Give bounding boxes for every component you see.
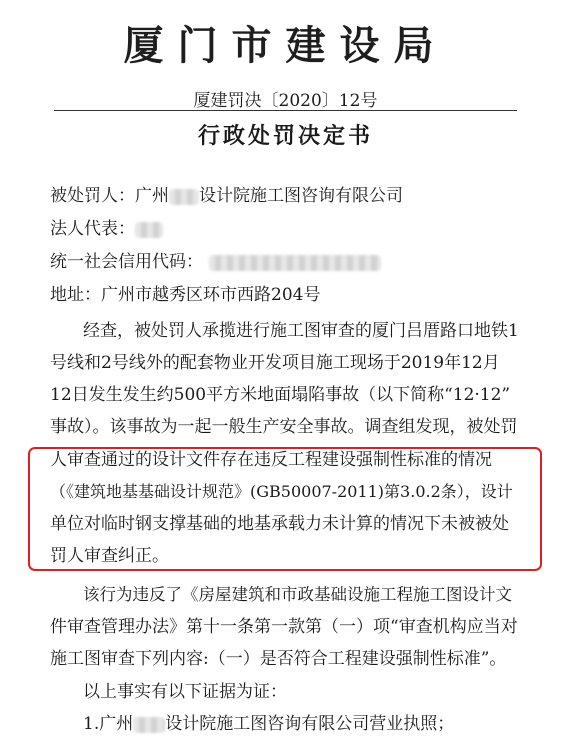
redacted-text	[209, 255, 381, 271]
address-value: 广州市越秀区环市西路204号	[101, 285, 321, 305]
paragraph-line: 号线和2号线外的配套物业开发项目施工现场于2019年12月	[50, 353, 500, 373]
paragraph-line: 施工图审查下列内容:（一）是否符合工程建设强制性标准”。	[50, 649, 507, 669]
header-divider	[54, 110, 517, 111]
punished-party-name-start: 广州	[135, 186, 169, 206]
paragraph-line: 人审查通过的设计文件存在违反工程建设强制性标准的情况	[50, 450, 492, 470]
credit-code-label: 统一社会信用代码：	[50, 252, 203, 272]
paragraph-line: 件审查管理办法》第十一条第一款第（一）项“审查机构应当对	[50, 617, 518, 637]
paragraph-line: 以上事实有以下证据为证：	[83, 682, 287, 702]
credit-code-line	[50, 252, 381, 272]
paragraph-line: 罚人审查纠正。	[50, 546, 169, 566]
paragraph-line: 12日发生发生约500平方米地面塌陷事故（以下简称“12·12”	[50, 385, 511, 405]
paragraph-line: 该行为违反了《房屋建筑和市政基础设施工程施工图设计文	[83, 585, 512, 604]
organization-title: 厦门市建设局	[123, 22, 448, 69]
evidence-item-end: 设计院施工图咨询有限公司营业执照；	[165, 714, 455, 734]
redacted-text	[135, 222, 163, 238]
evidence-item-start: 1.广州	[83, 714, 134, 734]
highlight-annotation-box	[28, 447, 542, 571]
evidence-item	[83, 714, 454, 734]
paragraph-line: 经查，被处罚人承揽进行施工图审查的厦门吕厝路口地铁1	[83, 321, 519, 341]
document-number: 厦建罚决〔2020〕12号	[193, 91, 378, 111]
redacted-text	[133, 717, 165, 733]
redacted-text	[169, 189, 199, 205]
paragraph-line: 单位对临时钢支撑基础的地基承载力未计算的情况下未被被处	[50, 514, 509, 534]
address-line	[50, 285, 320, 305]
punished-party-name-end: 设计院施工图咨询有限公司	[199, 186, 403, 206]
legal-representative-line	[50, 219, 163, 239]
paragraph-line: 事故）。该事故为一起一般生产安全事故。调查组发现，被处罚	[50, 417, 518, 437]
punished-party-line	[50, 186, 403, 206]
legal-representative-label: 法人代表：	[50, 219, 135, 239]
address-label: 地址：	[50, 285, 101, 305]
document-heading: 行政处罚决定书	[197, 123, 373, 149]
punished-party-label: 被处罚人：	[50, 186, 135, 206]
paragraph-line: （《建筑地基基础设计规范》(GB50007-2011)第3.0.2条），设计	[50, 482, 513, 501]
